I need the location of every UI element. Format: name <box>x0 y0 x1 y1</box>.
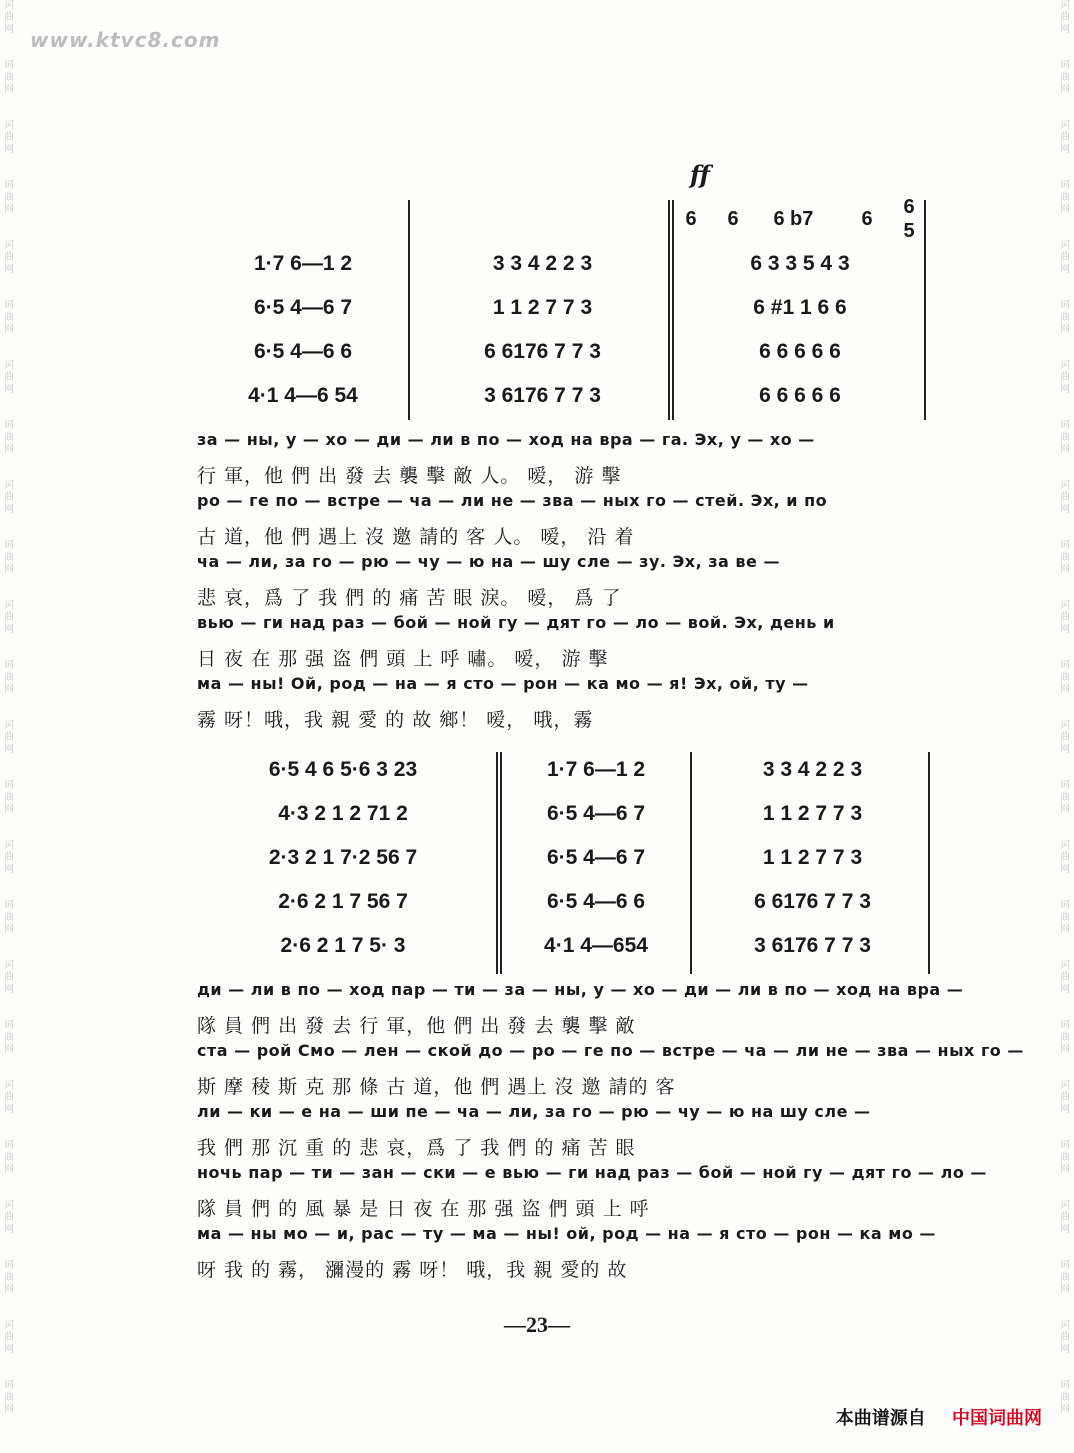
notation-row: 2·6 2 1 7 56 7 <box>278 890 408 913</box>
margin-mark: 词 曲 网 <box>4 480 14 515</box>
notation-row: 6·5 4 6 5·6 3 23 <box>268 758 418 781</box>
notation-row: 3 3 4 2 2 3 <box>762 758 863 781</box>
lyric-line: 斯 摩 稜 斯 克 那 條 古 道，他 們 遇上 沒 邀 請的 客 <box>197 1075 676 1098</box>
margin-mark: 词 曲 网 <box>4 720 14 755</box>
lyric-line: ночь пар — ти — зан — ски — е вью — ги над раз — бой — ной гу — дят го — ло — <box>197 1163 987 1182</box>
lyric-line: 霧 呀！哦，我 親 愛 的 故 鄉！ 嗳， 哦，霧 <box>197 708 594 731</box>
barline <box>928 752 930 974</box>
notation-row: 3 6176 7 7 3 <box>484 384 601 407</box>
top-note: 6 <box>861 208 873 230</box>
lyric-line: за — ны, у — хо — ди — ли в по — ход на вра — га. Эх, у — хо — <box>197 430 815 449</box>
margin-mark: 词 曲 网 <box>1060 360 1070 395</box>
margin-mark: 词 曲 网 <box>1060 1320 1070 1355</box>
margin-mark: 词 曲 网 <box>1060 1380 1070 1415</box>
barline <box>690 752 692 974</box>
margin-mark: 词 曲 网 <box>1060 1200 1070 1235</box>
top-note: 5 <box>903 220 915 242</box>
page-number: —23— <box>504 1312 570 1337</box>
notation-row: 6 6176 7 7 3 <box>484 340 601 363</box>
notation-row: 1·7 6—1 2 <box>253 252 353 275</box>
margin-mark: 词 曲 网 <box>4 900 14 935</box>
top-note: 6 <box>727 208 739 230</box>
margin-mark: 词 曲 网 <box>4 780 14 815</box>
notation-row: 6 3 3 5 4 3 <box>750 252 850 275</box>
margin-mark: 词 曲 网 <box>4 1380 14 1415</box>
dynamic-marking: ff <box>690 160 710 189</box>
margin-mark: 词 曲 网 <box>1060 600 1070 635</box>
margin-mark: 词 曲 网 <box>4 420 14 455</box>
margin-mark: 词 曲 网 <box>1060 900 1070 935</box>
notation-row: 1 1 2 7 7 3 <box>492 296 593 319</box>
margin-mark: 词 曲 网 <box>4 0 14 35</box>
margin-mark: 词 曲 网 <box>1060 420 1070 455</box>
margin-mark: 词 曲 网 <box>4 540 14 575</box>
margin-mark: 词 曲 网 <box>1060 1140 1070 1175</box>
margin-mark: 词 曲 网 <box>4 60 14 95</box>
margin-mark: 词 曲 网 <box>1060 960 1070 995</box>
notation-row: 6 6176 7 7 3 <box>754 890 871 913</box>
lyric-line: 悲 哀，爲 了 我 們 的 痛 苦 眼 淚。 嗳， 爲 了 <box>197 586 622 609</box>
source-site: 中国词曲网 <box>952 1408 1042 1429</box>
watermark-text: www.ktvc8.com <box>30 28 221 52</box>
notation-row: 3 6176 7 7 3 <box>754 934 871 957</box>
lyric-line: ди — ли в по — ход пар — ти — за — ны, у — хо — ди — ли в по — ход на вра — <box>197 980 964 999</box>
source-credit <box>836 1404 1042 1430</box>
lyric-line: 隊 員 們 出 發 去 行 軍，他 們 出 發 去 襲 擊 敵 <box>197 1014 636 1037</box>
top-note: b7 <box>790 208 814 230</box>
notation-row: 6·5 4—6 6 <box>253 340 353 363</box>
margin-mark: 词 曲 网 <box>4 1080 14 1115</box>
margin-mark: 词 曲 网 <box>1060 180 1070 215</box>
margin-mark: 词 曲 网 <box>4 240 14 275</box>
notation-row: 4·1 4—6 54 <box>248 384 358 407</box>
margin-mark: 词 曲 网 <box>1060 780 1070 815</box>
lyric-line: 隊 員 們 的 風 暴 是 日 夜 在 那 强 盗 們 頭 上 呼 <box>197 1197 650 1220</box>
margin-mark: 词 曲 网 <box>1060 540 1070 575</box>
notation-row: 6·5 4—6 6 <box>546 890 646 913</box>
notation-row: 6·5 4—6 7 <box>546 846 646 869</box>
margin-mark: 词 曲 网 <box>4 1260 14 1295</box>
barline <box>496 752 498 974</box>
notation-row: 4·3 2 1 2 71 2 <box>278 802 408 825</box>
notation-row: 1·7 6—1 2 <box>546 758 646 781</box>
lyric-line: ста — рой Смо — лен — ской до — ро — ге по — встре — ча — ли не — зва — ных го — <box>197 1041 1024 1060</box>
notation-row: 4·1 4—654 <box>544 934 648 957</box>
lyric-line: ча — ли, за го — рю — чу — ю на — шу сле — зу. Эх, за ве — <box>197 552 780 571</box>
top-note: 6 <box>903 196 915 218</box>
lyric-line: 古 道，他 們 遇上 沒 邀 請的 客 人。 嗳， 沿 着 <box>197 525 635 548</box>
notation-row: 6 6 6 6 6 <box>759 340 841 363</box>
margin-mark: 词 曲 网 <box>1060 480 1070 515</box>
notation-row: 3 3 4 2 2 3 <box>492 252 593 275</box>
lyric-line: ро — ге по — встре — ча — ли не — зва — ных го — стей. Эх, и по <box>197 491 828 510</box>
margin-mark: 词 曲 网 <box>1060 300 1070 335</box>
notation-row: 2·6 2 1 7 5· 3 <box>280 934 406 957</box>
margin-mark: 词 曲 网 <box>4 660 14 695</box>
lyric-line: ма — ны мо — и, рас — ту — ма — ны! ой, род — на — я сто — рон — ка мо — <box>197 1224 936 1243</box>
margin-mark: 词 曲 网 <box>4 120 14 155</box>
lyric-line: ма — ны! Ой, род — на — я сто — рон — ка мо — я! Эх, ой, ту — <box>197 674 809 693</box>
margin-mark: 词 曲 网 <box>1060 660 1070 695</box>
notation-row: 1 1 2 7 7 3 <box>762 802 863 825</box>
notation-row: 6·5 4—6 7 <box>253 296 353 319</box>
lyric-line: 行 軍，他 們 出 發 去 襲 擊 敵 人。 嗳， 游 擊 <box>197 464 622 487</box>
lyric-line: вью — ги над раз — бой — ной гу — дят го — ло — вой. Эх, день и <box>197 613 835 632</box>
margin-mark: 词 曲 网 <box>1060 240 1070 275</box>
margin-mark: 词 曲 网 <box>1060 1080 1070 1115</box>
margin-mark: 词 曲 网 <box>4 600 14 635</box>
margin-mark: 词 曲 网 <box>4 1320 14 1355</box>
notation-row: 2·3 2 1 7·2 56 7 <box>268 846 418 869</box>
margin-mark: 词 曲 网 <box>1060 1260 1070 1295</box>
margin-mark: 词 曲 网 <box>1060 720 1070 755</box>
lyric-line: 呀 我 的 霧， 瀰漫的 霧 呀！ 哦，我 親 愛的 故 <box>197 1258 628 1281</box>
margin-mark: 词 曲 网 <box>1060 1020 1070 1055</box>
lyric-line: 日 夜 在 那 强 盗 們 頭 上 呼 嘯。 嗳， 游 擊 <box>197 647 609 670</box>
source-prefix: 本曲谱源自 <box>835 1408 926 1429</box>
margin-mark: 词 曲 网 <box>1060 0 1070 35</box>
margin-mark: 词 曲 网 <box>4 180 14 215</box>
notation-row: 6 6 6 6 6 <box>759 384 841 407</box>
top-note: 6 <box>773 208 785 230</box>
notation-row: 1 1 2 7 7 3 <box>762 846 863 869</box>
lyric-line: ли — ки — е на — ши пе — ча — ли, за го — рю — чу — ю на шу сле — <box>197 1102 871 1121</box>
top-note: 6 <box>685 208 697 230</box>
notation-row: 6 #1 1 6 6 <box>753 296 847 319</box>
margin-mark: 词 曲 网 <box>4 360 14 395</box>
lyric-line: 我 們 那 沉 重 的 悲 哀，爲 了 我 們 的 痛 苦 眼 <box>197 1136 636 1159</box>
margin-mark: 词 曲 网 <box>4 1020 14 1055</box>
margin-mark: 词 曲 网 <box>4 1140 14 1175</box>
margin-mark: 词 曲 网 <box>1060 60 1070 95</box>
margin-mark: 词 曲 网 <box>1060 120 1070 155</box>
margin-mark: 词 曲 网 <box>4 840 14 875</box>
notation-row: 6·5 4—6 7 <box>546 802 646 825</box>
margin-mark: 词 曲 网 <box>1060 840 1070 875</box>
margin-mark: 词 曲 网 <box>4 960 14 995</box>
margin-mark: 词 曲 网 <box>4 1200 14 1235</box>
barline <box>500 752 502 974</box>
margin-mark: 词 曲 网 <box>4 300 14 335</box>
